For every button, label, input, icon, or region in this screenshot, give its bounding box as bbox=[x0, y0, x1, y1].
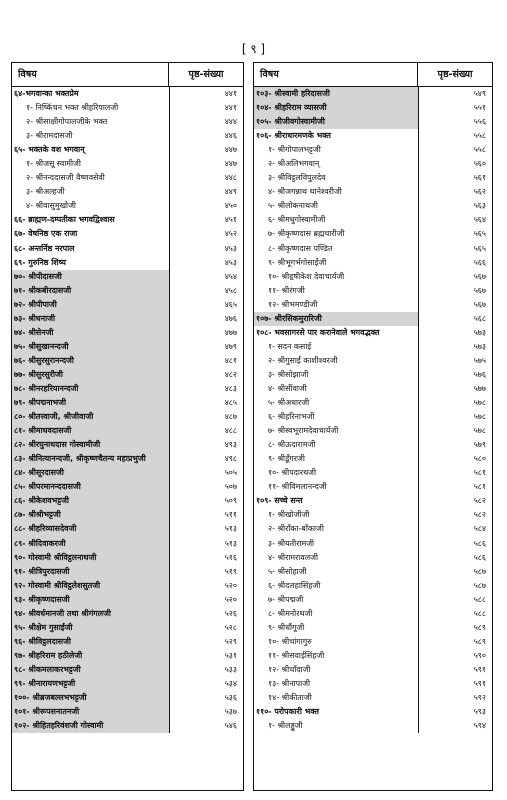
header-page-number: पृष्ठ-संख्या bbox=[168, 63, 243, 86]
contents-entry bbox=[254, 551, 492, 565]
contents-entry bbox=[254, 242, 492, 256]
contents-entry bbox=[12, 312, 243, 326]
entry-title: ८४- श्रीसूरदासजी bbox=[12, 466, 169, 480]
entry-title: ८- श्रीकृष्णदास पण्डित bbox=[268, 243, 333, 253]
contents-entry bbox=[12, 284, 243, 298]
entry-page: ४४१ bbox=[169, 87, 243, 101]
entry-title: १२- श्रीभमण्डीजी bbox=[268, 299, 318, 309]
contents-entry bbox=[12, 185, 243, 199]
entry-page: ५४९ bbox=[418, 87, 492, 101]
entry-title: ९०- गोस्वामी श्रीविट्ठलनाथजी bbox=[12, 551, 169, 565]
entry-title: ७२- श्रीपीपाजी bbox=[12, 298, 169, 312]
contents-entry bbox=[254, 649, 492, 663]
contents-entry bbox=[254, 326, 492, 340]
entry-page: ५८२ bbox=[418, 494, 492, 508]
contents-entry bbox=[12, 705, 243, 719]
entry-page: ५६० bbox=[418, 157, 492, 171]
contents-entry bbox=[12, 199, 243, 213]
entry-title: ५- श्रीअधारजी bbox=[268, 398, 310, 408]
entry-page: ५९२ bbox=[418, 691, 492, 705]
entry-title: ६८- अन्तर्निष्ठ नरपाल bbox=[14, 243, 75, 253]
contents-entry bbox=[12, 508, 243, 522]
entry-page: ५८८ bbox=[418, 593, 492, 607]
entry-title: ७६- श्रीसुरसुरानन्दजी bbox=[12, 354, 169, 368]
contents-entry bbox=[12, 466, 243, 480]
contents-entry bbox=[254, 284, 492, 298]
entry-title: ८१- श्रीमाधवदासजी bbox=[12, 424, 169, 438]
contents-entry bbox=[12, 537, 243, 551]
contents-entry bbox=[254, 270, 492, 284]
entry-page: ५३७ bbox=[169, 705, 243, 719]
contents-entry bbox=[12, 579, 243, 593]
entry-page: ५६३ bbox=[418, 199, 492, 213]
entry-title: १०५- श्रीजीवगोस्वामीजी bbox=[254, 115, 418, 129]
entry-page: ५११ bbox=[169, 508, 243, 522]
entry-title: ७८- श्रीनरहरियानन्दजी bbox=[12, 382, 169, 396]
entry-title: १०- श्रीहृषीकेश देवाचार्यजी bbox=[268, 271, 345, 281]
contents-entry bbox=[12, 227, 243, 241]
entry-page: ५५८ bbox=[418, 143, 492, 157]
entry-page: ५५१ bbox=[418, 101, 492, 115]
entry-page: ५३१ bbox=[169, 649, 243, 663]
contents-entry bbox=[12, 424, 243, 438]
contents-entry bbox=[12, 129, 243, 143]
contents-column-right bbox=[253, 62, 493, 791]
contents-entry bbox=[254, 213, 492, 227]
contents-entry bbox=[12, 593, 243, 607]
entry-page: ५३६ bbox=[169, 691, 243, 705]
entry-page: ५१३ bbox=[169, 537, 243, 551]
entry-title: ५- श्रीलोकनाथजी bbox=[268, 201, 318, 211]
contents-entry bbox=[12, 340, 243, 354]
entry-page: ५८० bbox=[418, 452, 492, 466]
entry-title: ८८- श्रीहरिव्यासदेवजी bbox=[12, 522, 169, 536]
entry-page: ५५६ bbox=[418, 115, 492, 129]
entry-title: ७०- श्रीपीदासजी bbox=[12, 270, 169, 284]
contents-entry bbox=[12, 115, 243, 129]
entry-page: ४७७ bbox=[169, 326, 243, 340]
contents-entry bbox=[12, 354, 243, 368]
entry-page: ५५८ bbox=[418, 129, 492, 143]
contents-entry bbox=[12, 410, 243, 424]
entry-title: ३- श्रीसोझाजी bbox=[268, 369, 309, 379]
contents-entry bbox=[12, 298, 243, 312]
contents-entry bbox=[12, 649, 243, 663]
contents-entry bbox=[12, 635, 243, 649]
entry-page: ५८७ bbox=[418, 579, 492, 593]
entry-page: ५८६ bbox=[418, 551, 492, 565]
entry-title: ३- श्रीरामदासजी bbox=[26, 131, 73, 141]
entry-page: ४४७ bbox=[169, 157, 243, 171]
entry-title: ८७- श्रीश्रीभट्टजी bbox=[12, 508, 169, 522]
header-subject: विषय bbox=[260, 69, 279, 80]
entry-title: ९३- श्रीकृष्णदासजी bbox=[12, 593, 169, 607]
entry-title: १०७- श्रीरसिकमुरारिजी bbox=[254, 312, 418, 326]
contents-entry bbox=[12, 551, 243, 565]
entry-title: ४- श्रीवासुमुखोजी bbox=[26, 201, 76, 211]
entry-title: ७- श्रीपद्मजी bbox=[268, 594, 304, 604]
entry-page: ५६२ bbox=[418, 185, 492, 199]
entry-title: ११- श्रीविमलानन्दजी bbox=[268, 482, 327, 492]
entry-page: ५६६ bbox=[418, 256, 492, 270]
entry-title: १०६- श्रीराधारमणके भक्त bbox=[256, 131, 331, 141]
entry-page: ४५३ bbox=[169, 256, 243, 270]
contents-column-left bbox=[11, 62, 244, 791]
entry-page: ५३३ bbox=[169, 663, 243, 677]
entry-title: १२- श्रीचाँदाजी bbox=[268, 664, 311, 674]
contents-entry bbox=[254, 705, 492, 719]
contents-entry bbox=[12, 157, 243, 171]
entry-title: १४- श्रीकीताजी bbox=[268, 693, 312, 703]
entry-title: ७५- श्रीसुखानन्दजी bbox=[12, 340, 169, 354]
entry-title: ७- श्रीस्वभूरामदेवाचार्यजी bbox=[268, 426, 339, 436]
contents-entry bbox=[254, 354, 492, 368]
entry-title: ९- श्रीभूगर्भगोसाईंजी bbox=[268, 257, 327, 267]
entry-page: ४४७ bbox=[169, 143, 243, 157]
entry-title: ७३- श्रीधनाजी bbox=[12, 312, 169, 326]
entry-page: ४५१ bbox=[169, 213, 243, 227]
contents-entry bbox=[12, 213, 243, 227]
contents-entry bbox=[12, 256, 243, 270]
entry-page: ५२० bbox=[169, 593, 243, 607]
contents-entry bbox=[12, 242, 243, 256]
contents-entry bbox=[254, 593, 492, 607]
entry-title: ५- श्रीसोहाजी bbox=[268, 566, 307, 576]
entry-page: ५७६ bbox=[418, 368, 492, 382]
entry-page: ५८७ bbox=[418, 565, 492, 579]
entry-page: ५९१ bbox=[418, 663, 492, 677]
contents-entry bbox=[12, 382, 243, 396]
entry-title: १०- श्रीपदारथजी bbox=[268, 468, 317, 478]
entry-page: ५०७ bbox=[169, 480, 243, 494]
entry-title: ३- श्रीअल्हजी bbox=[26, 187, 65, 197]
entry-title: ६- श्रीहरिनाभजी bbox=[268, 412, 315, 422]
contents-entry bbox=[254, 227, 492, 241]
header-subject: विषय bbox=[18, 69, 37, 80]
contents-entry bbox=[254, 143, 492, 157]
entry-title: १- सदन कसाई bbox=[268, 341, 312, 351]
entry-page: ५०९ bbox=[169, 494, 243, 508]
entry-title: ८५- श्रीपरमानन्ददासजी bbox=[12, 480, 169, 494]
contents-entry bbox=[254, 256, 492, 270]
entry-title: १- निष्किंचन भक्त श्रीहरिपालजी bbox=[26, 103, 119, 113]
entry-page: ५९० bbox=[418, 649, 492, 663]
contents-entry bbox=[254, 621, 492, 635]
entry-page: ४८५ bbox=[169, 396, 243, 410]
entry-page: ५०५ bbox=[169, 466, 243, 480]
entry-page: ४६५ bbox=[169, 298, 243, 312]
entry-page: ५८९ bbox=[418, 621, 492, 635]
entry-page: ५९४ bbox=[418, 719, 492, 733]
entry-page: ४७९ bbox=[169, 340, 243, 354]
contents-entry bbox=[254, 185, 492, 199]
entry-title: ८- श्रीमनोरथजी bbox=[268, 608, 313, 618]
entry-title: ८३- श्रीनित्यानन्दजी, श्रीकृष्णचैतन्य महाप्रभुजी bbox=[12, 452, 169, 466]
entry-page: ४९८ bbox=[169, 452, 243, 466]
entry-title: १०- श्रीचांगागुरु bbox=[268, 636, 312, 646]
entry-title: ९५- श्रीक्षेम गुसाईंजी bbox=[12, 621, 169, 635]
contents-entry bbox=[12, 719, 243, 733]
contents-entry bbox=[12, 438, 243, 452]
entry-page: ५२९ bbox=[169, 635, 243, 649]
contents-entry bbox=[254, 663, 492, 677]
entry-title: ८- श्रीऊदारामजी bbox=[268, 440, 316, 450]
contents-entry bbox=[12, 452, 243, 466]
contents-entry bbox=[254, 677, 492, 691]
entry-page: ४४६ bbox=[169, 129, 243, 143]
entry-title: ९- श्रीधौंगूजी bbox=[268, 622, 305, 632]
entry-page: ५६७ bbox=[418, 270, 492, 284]
entry-title: ७- श्रीकृष्णदास ब्रह्मचारीजी bbox=[268, 229, 345, 239]
entry-title: १०१- श्रीरूपसनातनजी bbox=[12, 705, 169, 719]
entry-page: ५६४ bbox=[418, 213, 492, 227]
contents-entry bbox=[12, 87, 243, 101]
entry-title: २- श्रीगुसाईं काशीश्वरजी bbox=[268, 355, 338, 365]
entry-title: ६९- गुरुनिष्ठ शिष्य bbox=[14, 257, 66, 267]
entry-page: ५७५ bbox=[418, 354, 492, 368]
entry-page: ५८१ bbox=[418, 466, 492, 480]
entry-page: ५६५ bbox=[418, 227, 492, 241]
entry-page: ४४८ bbox=[169, 171, 243, 185]
entry-title: १०३- श्रीस्वामी हरिदासजी bbox=[254, 87, 418, 101]
contents-entry bbox=[254, 452, 492, 466]
entry-page: ५३४ bbox=[169, 677, 243, 691]
entry-page: ५६७ bbox=[418, 284, 492, 298]
contents-entry bbox=[254, 101, 492, 115]
entry-title: ६६- ब्राह्मण-दम्पतीका भगवद्विश्वास bbox=[14, 215, 115, 225]
entry-title: १- श्रीखोजीजी bbox=[268, 510, 310, 520]
contents-entry bbox=[12, 368, 243, 382]
contents-entry bbox=[254, 129, 492, 143]
entry-title: ११- श्रीरंगजी bbox=[268, 285, 305, 295]
entry-page: ४४१ bbox=[169, 101, 243, 115]
contents-entry bbox=[254, 312, 492, 326]
entry-title: ९९- श्रीनारायणभट्टजी bbox=[12, 677, 169, 691]
entry-page: ५८४ bbox=[418, 522, 492, 536]
entry-page: ५७८ bbox=[418, 424, 492, 438]
column-header bbox=[254, 63, 492, 87]
entry-page: ४४९ bbox=[169, 185, 243, 199]
contents-entry bbox=[254, 199, 492, 213]
contents-entry bbox=[254, 424, 492, 438]
entry-page: ५८९ bbox=[418, 635, 492, 649]
entry-page: ५१९ bbox=[169, 565, 243, 579]
entry-title: ६४-भगवान्का भक्तप्रेम bbox=[14, 89, 79, 98]
entry-title: ८६- श्रीकेशवभट्टजी bbox=[12, 494, 169, 508]
entry-page: ४५८ bbox=[169, 284, 243, 298]
contents-entry bbox=[254, 719, 492, 733]
contents-entry bbox=[254, 157, 492, 171]
entry-title: ११०- परोपकारी भक्त bbox=[256, 707, 319, 717]
contents-entry bbox=[254, 382, 492, 396]
contents-entry bbox=[12, 396, 243, 410]
contents-entry bbox=[254, 171, 492, 185]
contents-entry bbox=[254, 537, 492, 551]
entry-title: ९७- श्रीहरिराम हठीलेजी bbox=[12, 649, 169, 663]
entry-page: ५२८ bbox=[169, 621, 243, 635]
contents-entry bbox=[254, 340, 492, 354]
entry-title: ९४- श्रीवर्धमानजी तथा श्रीगंगलजी bbox=[12, 607, 169, 621]
contents-entry bbox=[254, 410, 492, 424]
entry-page: ४५४ bbox=[169, 270, 243, 284]
contents-entry bbox=[254, 396, 492, 410]
entry-title: १००- श्रीब्रजबल्लभभट्टजी bbox=[12, 691, 169, 705]
entry-title: १- श्रीगोपालभट्टजी bbox=[268, 145, 321, 155]
entry-title: ९८- श्रीकमलाकरभट्टजी bbox=[12, 663, 169, 677]
contents-entry bbox=[12, 663, 243, 677]
entry-page: ४८१ bbox=[169, 354, 243, 368]
entry-title: ३- श्रीविट्ठलविपुलदेव bbox=[268, 173, 326, 183]
contents-entry bbox=[12, 143, 243, 157]
contents-entry bbox=[254, 298, 492, 312]
contents-entry bbox=[12, 677, 243, 691]
entry-title: १- श्रीलड्डूजी bbox=[268, 721, 303, 731]
entry-page: ५७८ bbox=[418, 396, 492, 410]
entry-title: १०९- सच्चे सन्त bbox=[256, 496, 303, 506]
entry-page: ५६५ bbox=[418, 242, 492, 256]
entry-page: ५२६ bbox=[169, 607, 243, 621]
entry-title: १०८- भवसागरसे पार करानेवाले भगवद्भक्त bbox=[256, 327, 380, 337]
entry-page: ५७९ bbox=[418, 438, 492, 452]
contents-entry bbox=[12, 101, 243, 115]
contents-entry bbox=[254, 438, 492, 452]
contents-entry bbox=[12, 494, 243, 508]
page-number: [ ९ ] bbox=[241, 42, 266, 56]
entry-title: ९- श्रीडूँगरजी bbox=[268, 454, 305, 464]
contents-entry bbox=[254, 368, 492, 382]
contents-entry bbox=[12, 691, 243, 705]
contents-entry bbox=[12, 171, 243, 185]
contents-rows bbox=[12, 87, 243, 733]
entry-page: ४५२ bbox=[169, 227, 243, 241]
contents-entry bbox=[12, 621, 243, 635]
entry-title: ३- श्रीयतीरामजी bbox=[268, 538, 315, 548]
contents-entry bbox=[254, 565, 492, 579]
entry-title: ४- श्रीजगन्नाथ थानेश्वरीजी bbox=[268, 187, 342, 197]
entry-page: ५७३ bbox=[418, 326, 492, 340]
entry-page: ५८२ bbox=[418, 508, 492, 522]
entry-title: ८०- श्रीतत्त्वाजी, श्रीजीवाजी bbox=[12, 410, 169, 424]
entry-page: ५६७ bbox=[418, 298, 492, 312]
entry-page: ५९१ bbox=[418, 677, 492, 691]
contents-entry bbox=[254, 607, 492, 621]
contents-entry bbox=[254, 466, 492, 480]
entry-title: १०४- श्रीहरिराम व्यासजी bbox=[254, 101, 418, 115]
contents-entry bbox=[254, 579, 492, 593]
entry-page: ४४४ bbox=[169, 115, 243, 129]
contents-entry bbox=[12, 565, 243, 579]
entry-title: १३- श्रीनापाजी bbox=[268, 678, 311, 688]
entry-page: ४५० bbox=[169, 199, 243, 213]
entry-title: १०२- श्रीहितहरिवंशजी गोस्वामी bbox=[12, 719, 169, 733]
entry-title: ६- श्रीदलहासिंहजी bbox=[268, 580, 321, 590]
entry-title: ७४- श्रीसेनजी bbox=[12, 326, 169, 340]
entry-title: ८२- श्रीरघुनाथदास गोस्वामीजी bbox=[12, 438, 169, 452]
entry-title: ४- श्रीसींवाजी bbox=[268, 383, 307, 393]
contents-entry bbox=[254, 522, 492, 536]
entry-title: ७१- श्रीकबीरदासजी bbox=[12, 284, 169, 298]
entry-title: ६- श्रीमधुगोस्वामीजी bbox=[268, 215, 326, 225]
entry-title: ६५- भक्तके वश भगवान् bbox=[14, 145, 85, 155]
entry-page: ५४६ bbox=[169, 719, 243, 733]
entry-page: ४९३ bbox=[169, 438, 243, 452]
entry-title: २- श्रीसाक्षीगोपालजीके भक्त bbox=[26, 117, 108, 127]
entry-title: २- श्रीअलिभगवान् bbox=[268, 159, 320, 169]
entry-page: ४८७ bbox=[169, 410, 243, 424]
contents-entry bbox=[254, 635, 492, 649]
contents-entry bbox=[254, 691, 492, 705]
contents-entry bbox=[12, 326, 243, 340]
entry-page: ५८१ bbox=[418, 480, 492, 494]
entry-title: ११- श्रीसवाईसिंहजी bbox=[268, 650, 325, 660]
entry-title: २- श्रीराँका-बाँकाजी bbox=[268, 524, 324, 534]
contents-entry bbox=[254, 494, 492, 508]
entry-page: ५१३ bbox=[169, 522, 243, 536]
entry-page: ५१६ bbox=[169, 551, 243, 565]
contents-entry bbox=[12, 270, 243, 284]
entry-page: ४७६ bbox=[169, 312, 243, 326]
entry-page: ४८८ bbox=[169, 424, 243, 438]
entry-title: ८९- श्रीदिवाकरजी bbox=[12, 537, 169, 551]
header-page-number: पृष्ठ-संख्या bbox=[417, 63, 492, 86]
entry-page: ५७७ bbox=[418, 382, 492, 396]
contents-entry bbox=[12, 522, 243, 536]
contents-entry bbox=[254, 87, 492, 101]
entry-page: ५७३ bbox=[418, 340, 492, 354]
contents-entry bbox=[12, 607, 243, 621]
entry-title: २- श्रीनन्ददासजी वैष्णवसेवी bbox=[26, 173, 105, 183]
entry-page: ४८३ bbox=[169, 382, 243, 396]
entry-title: ४- श्रीरामरावलजी bbox=[268, 552, 318, 562]
entry-title: ९१- श्रीत्रिपुरदासजी bbox=[12, 565, 169, 579]
contents-entry bbox=[254, 480, 492, 494]
entry-page: ५७८ bbox=[418, 410, 492, 424]
entry-title: ९६- श्रीविट्ठलदासजी bbox=[12, 635, 169, 649]
entry-title: ९२- गोस्वामी श्रीविट्ठलेशसुतजी bbox=[12, 579, 169, 593]
entry-title: १- श्रीजसू स्वामीजी bbox=[26, 159, 81, 169]
entry-title: ६७- वेषनिष्ठ एक राजा bbox=[14, 229, 78, 239]
contents-entry bbox=[254, 508, 492, 522]
entry-page: ५६८ bbox=[418, 312, 492, 326]
entry-page: ४५३ bbox=[169, 242, 243, 256]
contents-entry bbox=[12, 480, 243, 494]
contents-rows bbox=[254, 87, 492, 733]
entry-page: ५२० bbox=[169, 579, 243, 593]
entry-page: ४८२ bbox=[169, 368, 243, 382]
column-header bbox=[12, 63, 243, 87]
entry-page: ५८६ bbox=[418, 537, 492, 551]
entry-title: ७९- श्रीपद्मनाभजी bbox=[12, 396, 169, 410]
entry-page: ५८८ bbox=[418, 607, 492, 621]
entry-page: ५९३ bbox=[418, 705, 492, 719]
entry-page: ५६१ bbox=[418, 171, 492, 185]
entry-title: ७७- श्रीसुरसुरीजी bbox=[12, 368, 169, 382]
contents-entry bbox=[254, 115, 492, 129]
